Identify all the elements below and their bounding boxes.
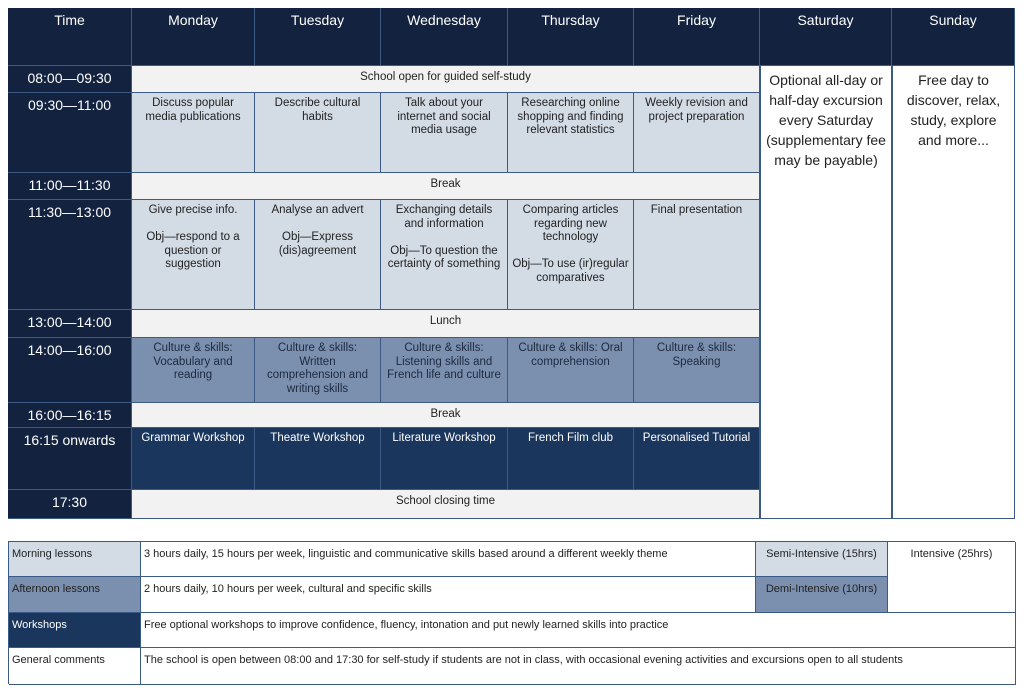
lesson-cell: Culture & skills: Speaking [634, 338, 760, 403]
time-slot: 14:00—16:00 [8, 338, 132, 403]
lesson-cell: Talk about your internet and social media usage [381, 93, 508, 173]
saturday-note: Optional all-day or half-day excursion every Saturday (supplementary fee may be payable) [760, 66, 892, 519]
legend-general-text: The school is open between 08:00 and 17:30 for self-study if students are not in class, with occasional evening activities and excursions open to all students [141, 648, 1016, 685]
lesson-cell: Comparing articles regarding new technology Obj—To use (ir)regular comparatives [508, 200, 634, 310]
time-slot: 11:00—11:30 [8, 173, 132, 200]
full-width-slot: Lunch [132, 310, 760, 338]
header-sunday: Sunday [892, 8, 1015, 66]
legend-intensive: Intensive (25hrs) [888, 542, 1016, 613]
lesson-cell: Give precise info. Obj—respond to a question or suggestion [132, 200, 255, 310]
lesson-cell: Culture & skills: Oral comprehension [508, 338, 634, 403]
lesson-cell: Weekly revision and project preparation [634, 93, 760, 173]
lesson-cell: Researching online shopping and finding relevant statistics [508, 93, 634, 173]
legend-semi-intensive: Semi-Intensive (15hrs) [756, 542, 888, 577]
sunday-note: Free day to discover, relax, study, explore and more... [892, 66, 1015, 519]
lesson-cell: Culture & skills: Vocabulary and reading [132, 338, 255, 403]
lesson-cell: Final presentation [634, 200, 760, 310]
lesson-cell: Analyse an advert Obj—Express (dis)agreement [255, 200, 381, 310]
legend-morning-text: 3 hours daily, 15 hours per week, linguistic and communicative skills based around a different weekly theme [141, 542, 756, 577]
time-slot: 16:15 onwards [8, 428, 132, 490]
legend-table [8, 541, 1015, 684]
legend-workshops-text: Free optional workshops to improve confidence, fluency, intonation and put newly learned skills into practice [141, 613, 1016, 648]
lesson-cell: Theatre Workshop [255, 428, 381, 490]
legend-morning-label: Morning lessons [9, 542, 141, 577]
full-width-slot: School open for guided self-study [132, 66, 760, 93]
legend-workshops-label: Workshops [9, 613, 141, 648]
lesson-cell: Describe cultural habits [255, 93, 381, 173]
time-slot: 17:30 [8, 490, 132, 519]
legend-afternoon-text: 2 hours daily, 10 hours per week, cultural and specific skills [141, 577, 756, 613]
lesson-cell: Personalised Tutorial [634, 428, 760, 490]
header-time: Time [8, 8, 132, 66]
time-slot: 13:00—14:00 [8, 310, 132, 338]
full-width-slot: School closing time [132, 490, 760, 519]
lesson-cell: Discuss popular media publications [132, 93, 255, 173]
header-thursday: Thursday [508, 8, 634, 66]
weekly-timetable [8, 8, 1015, 519]
lesson-cell: French Film club [508, 428, 634, 490]
time-slot: 08:00—09:30 [8, 66, 132, 93]
time-slot: 09:30—11:00 [8, 93, 132, 173]
full-width-slot: Break [132, 173, 760, 200]
lesson-cell: Grammar Workshop [132, 428, 255, 490]
time-slot: 16:00—16:15 [8, 403, 132, 428]
legend-demi-intensive: Demi-Intensive (10hrs) [756, 577, 888, 613]
time-slot: 11:30—13:00 [8, 200, 132, 310]
header-tuesday: Tuesday [255, 8, 381, 66]
legend-afternoon-label: Afternoon lessons [9, 577, 141, 613]
lesson-cell: Culture & skills: Listening skills and French life and culture [381, 338, 508, 403]
legend-general-label: General comments [9, 648, 141, 685]
lesson-cell: Literature Workshop [381, 428, 508, 490]
lesson-cell: Culture & skills: Written comprehension and writing skills [255, 338, 381, 403]
header-monday: Monday [132, 8, 255, 66]
header-saturday: Saturday [760, 8, 892, 66]
header-wednesday: Wednesday [381, 8, 508, 66]
header-friday: Friday [634, 8, 760, 66]
lesson-cell: Exchanging details and information Obj—To question the certainty of something [381, 200, 508, 310]
full-width-slot: Break [132, 403, 760, 428]
